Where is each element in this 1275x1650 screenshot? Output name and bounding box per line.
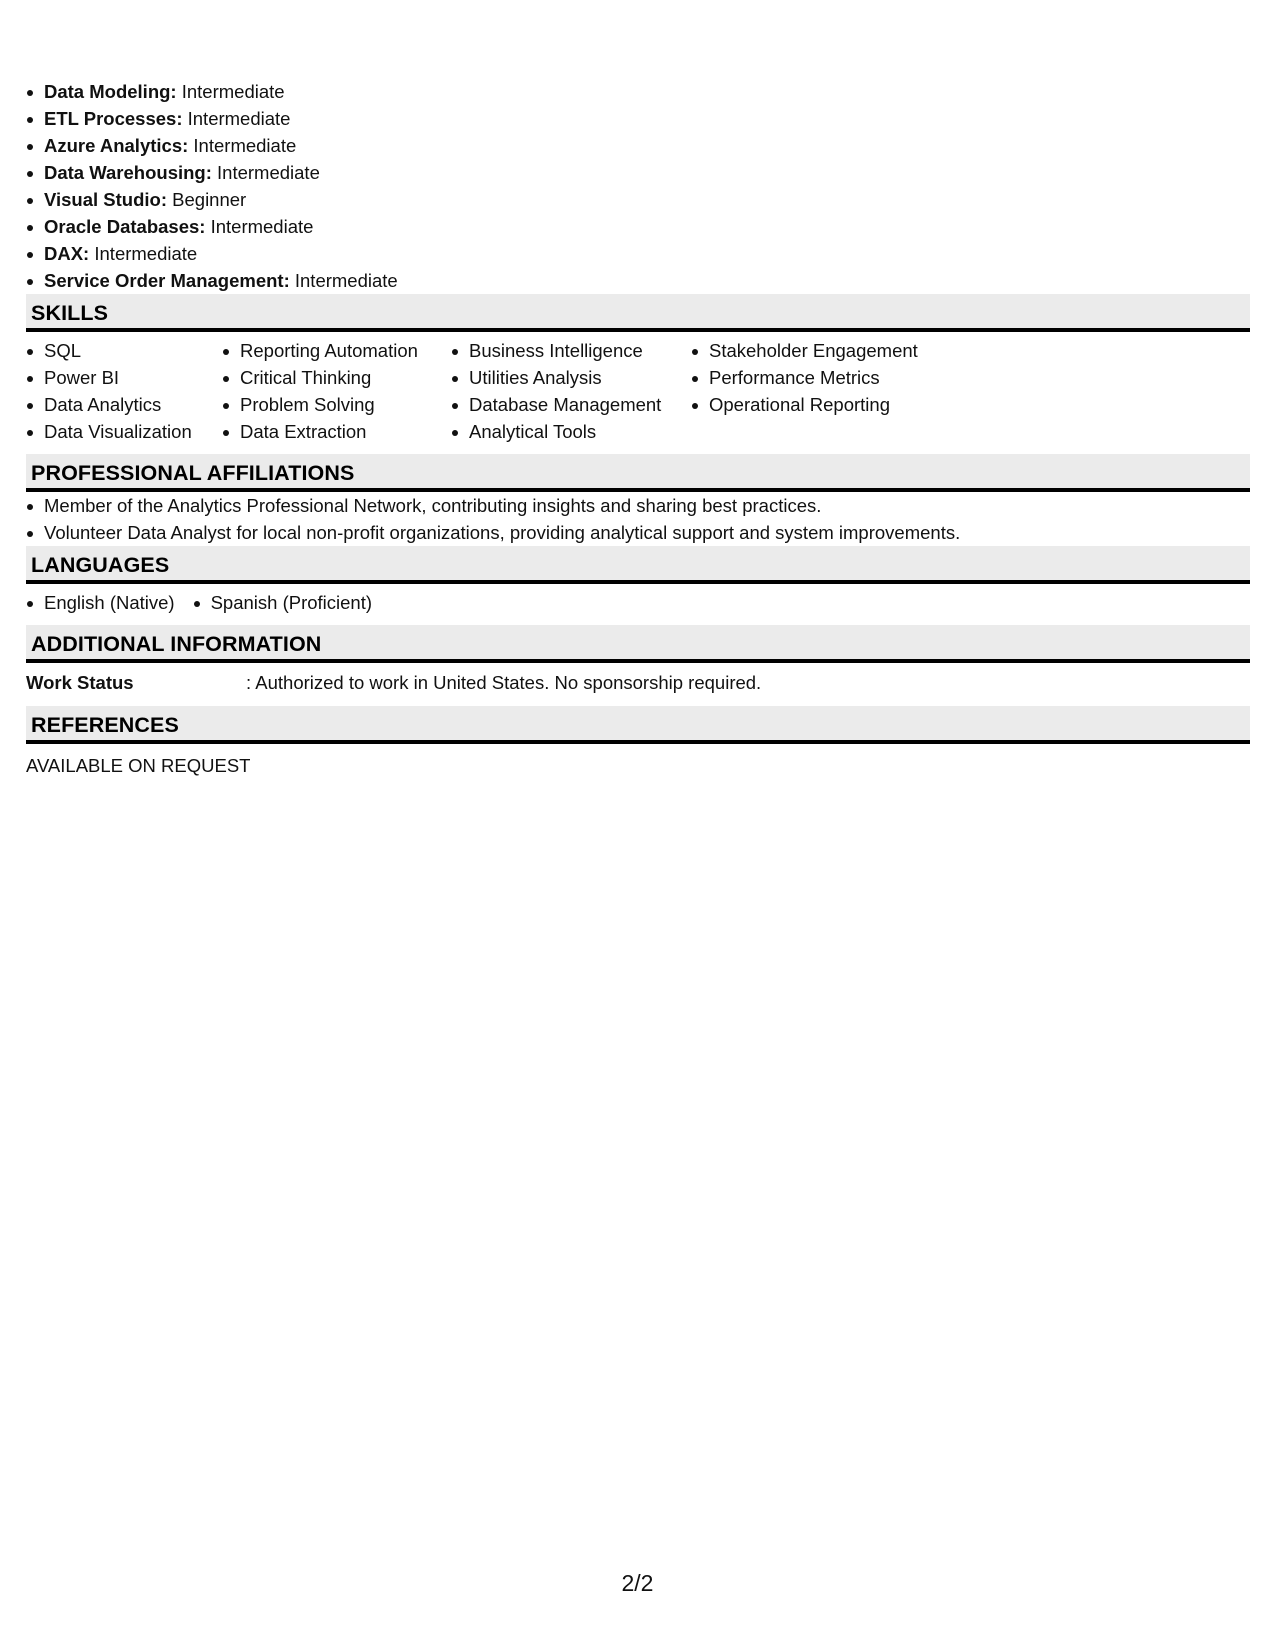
skill-item: Data Extraction (222, 418, 451, 445)
language-item-wrap (26, 589, 193, 616)
skill-item: Business Intelligence (451, 337, 691, 364)
list-item (26, 78, 1250, 105)
skill-item: Stakeholder Engagement (691, 337, 951, 364)
proficiency-level: Intermediate (187, 108, 291, 129)
list-item (26, 132, 1250, 159)
work-status-label: Work Status (26, 672, 134, 693)
page-number: 2/2 (621, 1570, 654, 1596)
skill-item: Operational Reporting (691, 391, 951, 418)
skill-item: Analytical Tools (451, 418, 691, 445)
skill-item: Reporting Automation (222, 337, 451, 364)
skill-item: Database Management (451, 391, 691, 418)
language-item: Spanish (Proficient) (193, 589, 372, 616)
proficiency-name: ETL Processes: (44, 108, 183, 129)
proficiency-level: Intermediate (193, 135, 297, 156)
work-status-value: : Authorized to work in United States. No sponsorship required. (246, 672, 762, 693)
list-item (26, 186, 1250, 213)
list-item (26, 213, 1250, 240)
proficiency-name: DAX: (44, 243, 90, 264)
skill-item: Problem Solving (222, 391, 451, 418)
proficiency-name: Azure Analytics: (44, 135, 189, 156)
proficiency-level: Intermediate (210, 216, 314, 237)
skills-grid (26, 337, 1250, 445)
proficiency-level: Intermediate (94, 243, 198, 264)
proficiency-name: Visual Studio: (44, 189, 168, 210)
affiliation-item: Member of the Analytics Professional Network, contributing insights and sharing best practices. (26, 492, 1250, 519)
references-text: AVAILABLE ON REQUEST (26, 755, 251, 776)
language-item: English (Native) (26, 589, 175, 616)
list-item (26, 267, 1250, 294)
proficiency-level: Intermediate (294, 270, 398, 291)
proficiency-level: Intermediate (217, 162, 320, 183)
skill-item: SQL (26, 337, 222, 364)
skill-item: Data Analytics (26, 391, 222, 418)
proficiency-level: Intermediate (181, 81, 285, 102)
skill-item: Performance Metrics (691, 364, 951, 391)
proficiency-name: Data Modeling: (44, 81, 177, 102)
skill-item: Power BI (26, 364, 222, 391)
proficiency-level: Beginner (172, 189, 247, 210)
skills-column (451, 337, 691, 445)
affiliations-section-header: PROFESSIONAL AFFILIATIONS (26, 454, 1250, 492)
languages-list (26, 589, 1250, 616)
list-item (26, 105, 1250, 132)
skills-column (222, 337, 451, 445)
list-item (26, 159, 1250, 186)
language-item-wrap (193, 589, 390, 616)
skills-column (26, 337, 222, 445)
proficiency-list (26, 78, 1250, 294)
skill-item: Critical Thinking (222, 364, 451, 391)
work-status-row (26, 669, 1250, 696)
affiliation-item: Volunteer Data Analyst for local non-profit organizations, providing analytical support and system improvements. (26, 519, 1250, 546)
skills-section-header: SKILLS (26, 294, 1250, 332)
affiliations-list (26, 492, 1250, 546)
skills-column (691, 337, 951, 445)
skill-item: Data Visualization (26, 418, 222, 445)
languages-section-header: LANGUAGES (26, 546, 1250, 584)
skill-item: Utilities Analysis (451, 364, 691, 391)
proficiency-name: Service Order Management: (44, 270, 290, 291)
references-section-header: REFERENCES (26, 706, 1250, 744)
proficiency-name: Oracle Databases: (44, 216, 206, 237)
proficiency-name: Data Warehousing: (44, 162, 212, 183)
additional-info-section-header: ADDITIONAL INFORMATION (26, 625, 1250, 663)
resume-page (26, 78, 1250, 779)
list-item (26, 240, 1250, 267)
